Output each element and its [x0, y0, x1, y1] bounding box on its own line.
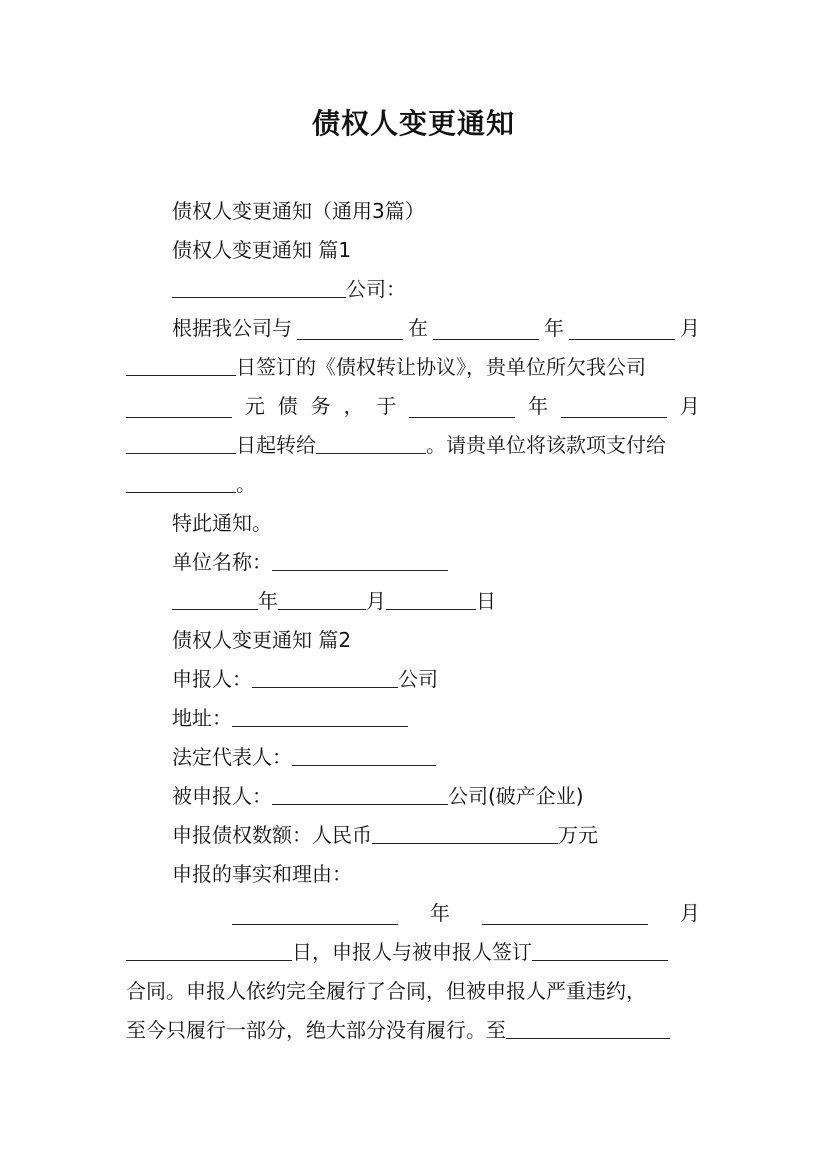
text-segment: 日起转给 — [236, 433, 316, 457]
blank-legal-rep[interactable] — [292, 747, 436, 766]
text-segment: 务 — [310, 394, 331, 418]
text-segment: 法定代表人： — [172, 745, 292, 769]
body-line-2 — [126, 355, 646, 379]
text-segment: 被申报人： — [172, 784, 272, 808]
address-line — [172, 706, 408, 730]
text-segment: 至今只履行一部分，绝大部分没有履行。至 — [126, 1018, 506, 1042]
text-segment: 日签订的《债权转让协议》，贵单位所欠我公司 — [236, 355, 646, 379]
blank-month[interactable] — [482, 906, 648, 925]
blank-year[interactable] — [172, 591, 258, 610]
text-segment: 年 — [544, 316, 564, 340]
blank-party[interactable] — [297, 321, 403, 340]
blank-day[interactable] — [126, 435, 236, 454]
text-segment: 公司： — [346, 277, 406, 301]
section-heading-1: 债权人变更通知 篇1 — [172, 238, 352, 262]
text-segment: 在 — [408, 316, 428, 340]
facts-line-3: 合同。申报人依约完全履行了合同，但被申报人严重违约， — [126, 979, 646, 1003]
blank-day[interactable] — [126, 942, 292, 961]
blank-applicant[interactable] — [252, 669, 398, 688]
claim-amount-line — [172, 823, 598, 847]
section-heading-2: 债权人变更通知 篇2 — [172, 628, 352, 652]
blank-year[interactable] — [433, 321, 539, 340]
date-line — [172, 589, 496, 613]
blank-respondent[interactable] — [272, 786, 448, 805]
text-segment: 债 — [277, 394, 298, 418]
blank-month[interactable] — [561, 399, 667, 418]
blank-payee[interactable] — [126, 474, 236, 493]
text-segment: 月 — [680, 901, 700, 925]
body-line-3 — [126, 394, 700, 418]
blank-month[interactable] — [278, 591, 366, 610]
text-segment: 于 — [376, 394, 397, 418]
text-segment: 月 — [679, 394, 700, 418]
blank-contract-name[interactable] — [532, 942, 668, 961]
text-segment: 地址： — [172, 706, 232, 730]
text-segment: 。 — [236, 472, 256, 496]
text-segment: 日 — [476, 589, 496, 613]
text-segment: 万元 — [558, 823, 598, 847]
text-segment: 日，申报人与被申报人签订 — [292, 940, 532, 964]
unit-name-line — [172, 550, 448, 574]
document-title: 债权人变更通知 — [311, 107, 515, 140]
blank-day[interactable] — [126, 357, 236, 376]
text-segment: 月 — [680, 316, 700, 340]
text-segment: 公司 — [398, 667, 438, 691]
blank-amount[interactable] — [126, 399, 232, 418]
respondent-line — [172, 784, 584, 808]
facts-heading: 申报的事实和理由： — [172, 862, 352, 886]
body-line-5 — [126, 472, 256, 496]
blank-company-name[interactable] — [172, 279, 346, 298]
text-segment: 单位名称： — [172, 550, 272, 574]
applicant-line — [172, 667, 438, 691]
text-segment: ， — [343, 394, 364, 418]
blank-address[interactable] — [232, 708, 408, 727]
body-line-1 — [172, 316, 700, 340]
blank-year[interactable] — [232, 906, 398, 925]
blank-date[interactable] — [506, 1020, 670, 1039]
text-segment: 月 — [366, 589, 386, 613]
text-segment: 申报债权数额：人民币 — [172, 823, 372, 847]
blank-day[interactable] — [386, 591, 476, 610]
text-segment: 。请贵单位将该款项支付给 — [426, 433, 666, 457]
blank-transferee[interactable] — [316, 435, 426, 454]
facts-line-1 — [232, 901, 700, 925]
addressee-line — [172, 277, 406, 301]
intro-heading: 债权人变更通知（通用3篇） — [172, 199, 425, 223]
blank-month[interactable] — [569, 321, 675, 340]
text-segment: 公司(破产企业) — [448, 784, 584, 808]
text-segment: 元 — [244, 394, 265, 418]
facts-line-4 — [126, 1018, 670, 1042]
body-line-4 — [126, 433, 666, 457]
text-segment: 根据我公司与 — [172, 316, 292, 340]
blank-amount[interactable] — [372, 825, 558, 844]
text-segment: 申报人： — [172, 667, 252, 691]
text-segment: 年 — [430, 901, 450, 925]
blank-unit-name[interactable] — [272, 552, 448, 571]
blank-year[interactable] — [409, 399, 515, 418]
facts-line-2 — [126, 940, 668, 964]
notice-closing: 特此通知。 — [172, 511, 272, 535]
legal-rep-line — [172, 745, 436, 769]
text-segment: 年 — [258, 589, 278, 613]
text-segment: 年 — [528, 394, 549, 418]
